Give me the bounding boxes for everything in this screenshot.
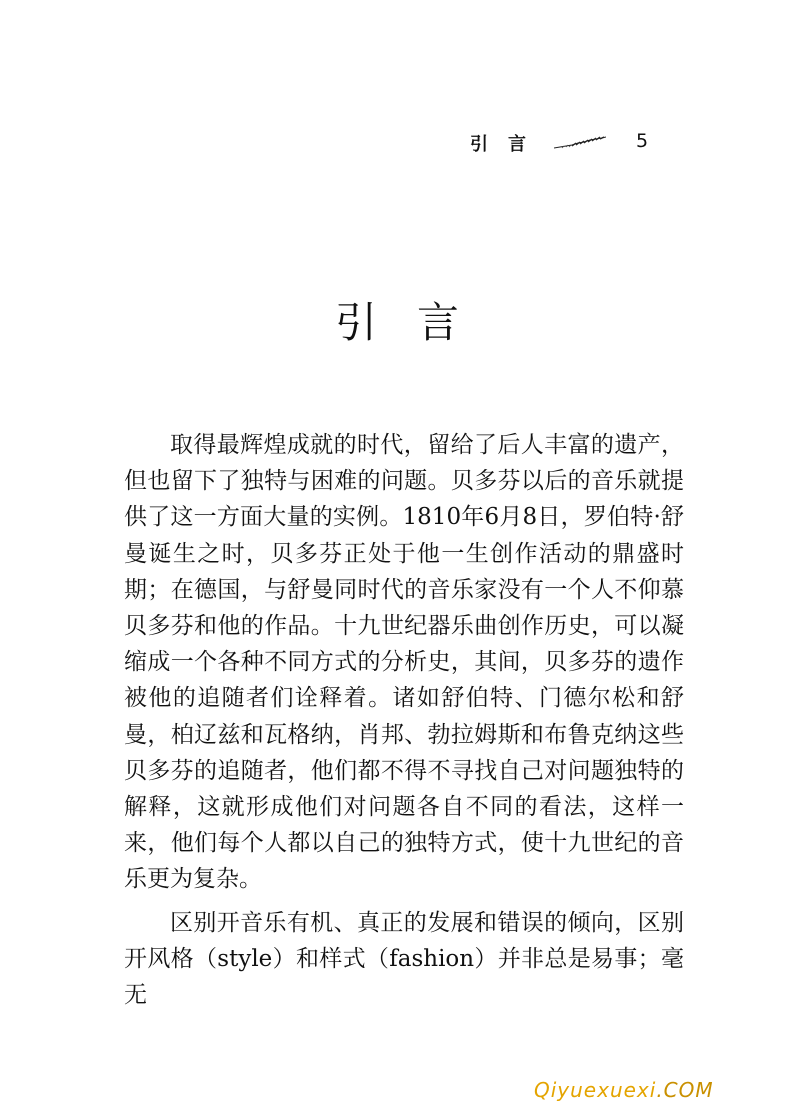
watermark-text: Qiyuexuexi	[534, 1078, 657, 1102]
paragraph: 区别开音乐有机、真正的发展和错误的倾向，区别开风格（style）和样式（fashion）并非总是易事；毫无	[124, 909, 684, 1009]
running-head	[470, 128, 606, 158]
body-text	[124, 427, 684, 1013]
chapter-title: 引言	[334, 298, 499, 347]
running-head-title: 引言	[470, 134, 546, 155]
watermark-suffix: .COM	[656, 1078, 714, 1102]
ornament-flourish-icon	[554, 135, 606, 151]
watermark	[534, 1078, 714, 1102]
page-number: 5	[636, 130, 649, 152]
paragraph: 取得最辉煌成就的时代，留给了后人丰富的遗产，但也留下了独特与困难的问题。贝多芬以后的音乐就提供了这一方面大量的实例。1810年6月8日，罗伯特·舒曼诞生之时，贝多芬正处于他一生创作活动的鼎盛时期；在德国，与舒曼同时代的音乐家没有一个人不仰慕贝多芬和他的作品。十九世纪器乐曲创作历史，可以凝缩成一个各种不同方式的分析史，其间，贝多芬的遗作被他的追随者们诠释着。诸如舒伯特、门德尔松和舒曼，柏辽兹和瓦格纳，肖邦、勃拉姆斯和布鲁克纳这些贝多芬的追随者，他们都不得不寻找自己对问题独特的解释，这就形成他们对问题各自不同的看法，这样一来，他们每个人都以自己的独特方式，使十九世纪的音乐更为复杂。	[124, 432, 684, 893]
